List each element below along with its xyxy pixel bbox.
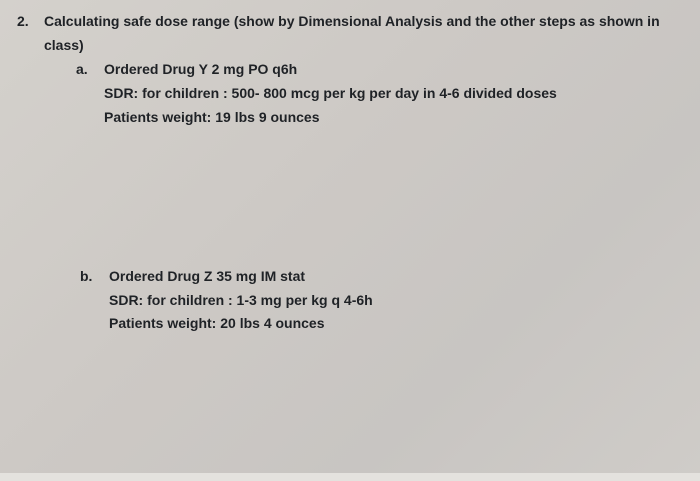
part-b-sdr: SDR: for children : 1-3 mg per kg q 4-6h [109, 292, 373, 308]
part-b-ordered: Ordered Drug Z 35 mg IM stat [109, 268, 306, 284]
part-b-letter: b. [80, 268, 93, 284]
part-a-weight: Patients weight: 19 lbs 9 ounces [104, 109, 320, 125]
page-bottom-edge [0, 473, 700, 481]
part-b-weight: Patients weight: 20 lbs 4 ounces [109, 315, 325, 331]
part-a-ordered: Ordered Drug Y 2 mg PO q6h [104, 61, 298, 77]
question-title-line2: class) [44, 37, 84, 53]
question-number: 2. [17, 13, 29, 29]
question-title-line1: Calculating safe dose range (show by Dimensional Analysis and the other steps as shown in [44, 13, 660, 29]
part-a-letter: a. [76, 61, 88, 77]
part-a-sdr: SDR: for children : 500- 800 mcg per kg per day in 4-6 divided doses [104, 85, 557, 101]
